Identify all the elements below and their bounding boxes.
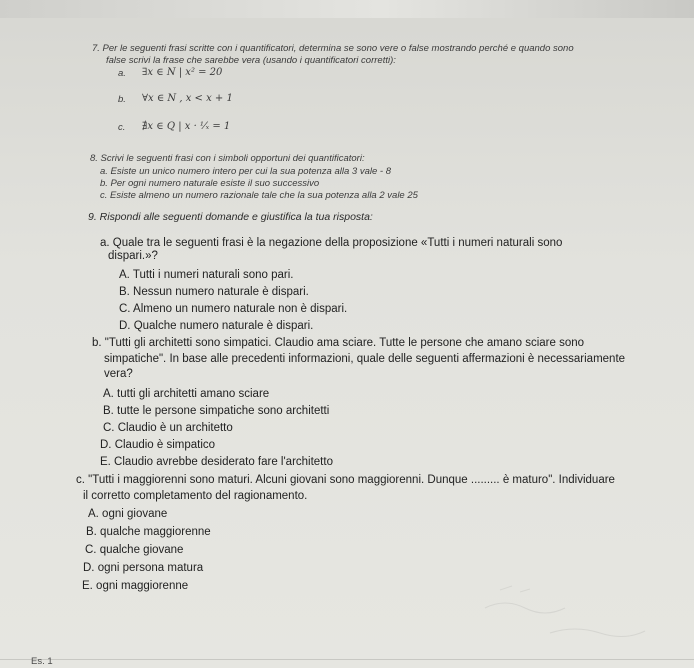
q7-c-expr: ∄x ∈ Q | x · ¹⁄ₓ = 1 — [142, 121, 231, 132]
q8-c: c. Esiste almeno un numero razionale tale che la sua potenza alla 2 vale 25 — [100, 190, 418, 201]
footer-divider — [0, 659, 694, 660]
q7-b-label: b. — [118, 94, 126, 105]
q9-a-option-c: C. Almeno un numero naturale non è dispari. — [119, 303, 348, 315]
q9-b-option-b: B. tutte le persone simpatiche sono architetti — [103, 405, 330, 417]
q9-a-option-b: B. Nessun numero naturale è dispari. — [119, 286, 309, 298]
q9-a-option-a: A. Tutti i numeri naturali sono pari. — [119, 269, 294, 281]
q8-a: a. Esiste un unico numero intero per cui la sua potenza alla 3 vale - 8 — [100, 166, 391, 177]
q9-b-question-line2: simpatiche". In base alle precedenti informazioni, quale delle seguenti affermazioni è necessariamente — [104, 353, 626, 365]
q9-b-question-line1: b. "Tutti gli architetti sono simpatici. Claudio ama sciare. Tutte le persone che amano sciare sono — [92, 337, 585, 349]
q9-b-option-e: E. Claudio avrebbe desiderato fare l'architetto — [100, 456, 333, 468]
worksheet-page — [0, 18, 694, 668]
q9-b-option-c: C. Claudio è un architetto — [103, 422, 233, 434]
q7-b-expr: ∀x ∈ N , x < x + 1 — [142, 93, 233, 104]
q9-c-question-line1: c. "Tutti i maggiorenni sono maturi. Alcuni giovani sono maggiorenni. Dunque ......... è maturo". Individuare — [76, 474, 615, 486]
q9-b-option-d: D. Claudio è simpatico — [100, 439, 216, 451]
q7-c-label: c. — [118, 122, 126, 133]
q8-b: b. Per ogni numero naturale esiste il suo successivo — [100, 178, 320, 189]
q9-c-question-line2: il corretto completamento del ragionamento. — [83, 490, 308, 502]
q9-a-option-d: D. Qualche numero naturale è dispari. — [119, 320, 314, 332]
q9-b-option-a: A. tutti gli architetti amano sciare — [103, 388, 270, 400]
footer-label: Es. 1 — [31, 656, 53, 667]
q7-intro: 7. Per le seguenti frasi scritte con i quantificatori, determina se sono vere o false mostrando perché e quando sono — [92, 43, 574, 54]
q7-intro-2: false scrivi la frase che sarebbe vera (usando i quantificatori corretti): — [106, 55, 396, 66]
q7-a-expr: ∃x ∈ N | x² = 20 — [142, 67, 223, 78]
q9-b-question-line3: vera? — [104, 368, 133, 380]
q8-title: 8. Scrivi le seguenti frasi con i simboli opportuni dei quantificatori: — [90, 153, 365, 164]
photo-top-edge — [0, 0, 694, 18]
bleed-through-marks — [480, 578, 660, 648]
q9-c-option-c: C. qualche giovane — [85, 544, 184, 556]
q7-a-label: a. — [118, 68, 126, 79]
q9-c-option-b: B. qualche maggiorenne — [86, 526, 211, 538]
q9-c-option-e: E. ogni maggiorenne — [82, 580, 189, 592]
q9-a-question-line1: a. Quale tra le seguenti frasi è la negazione della proposizione «Tutti i numeri naturali sono — [100, 237, 563, 249]
q9-a-question-line2: dispari.»? — [108, 250, 158, 262]
q9-title: 9. Rispondi alle seguenti domande e giustifica la tua risposta: — [88, 211, 373, 223]
q9-c-option-d: D. ogni persona matura — [83, 562, 204, 574]
q9-c-option-a: A. ogni giovane — [88, 508, 168, 520]
